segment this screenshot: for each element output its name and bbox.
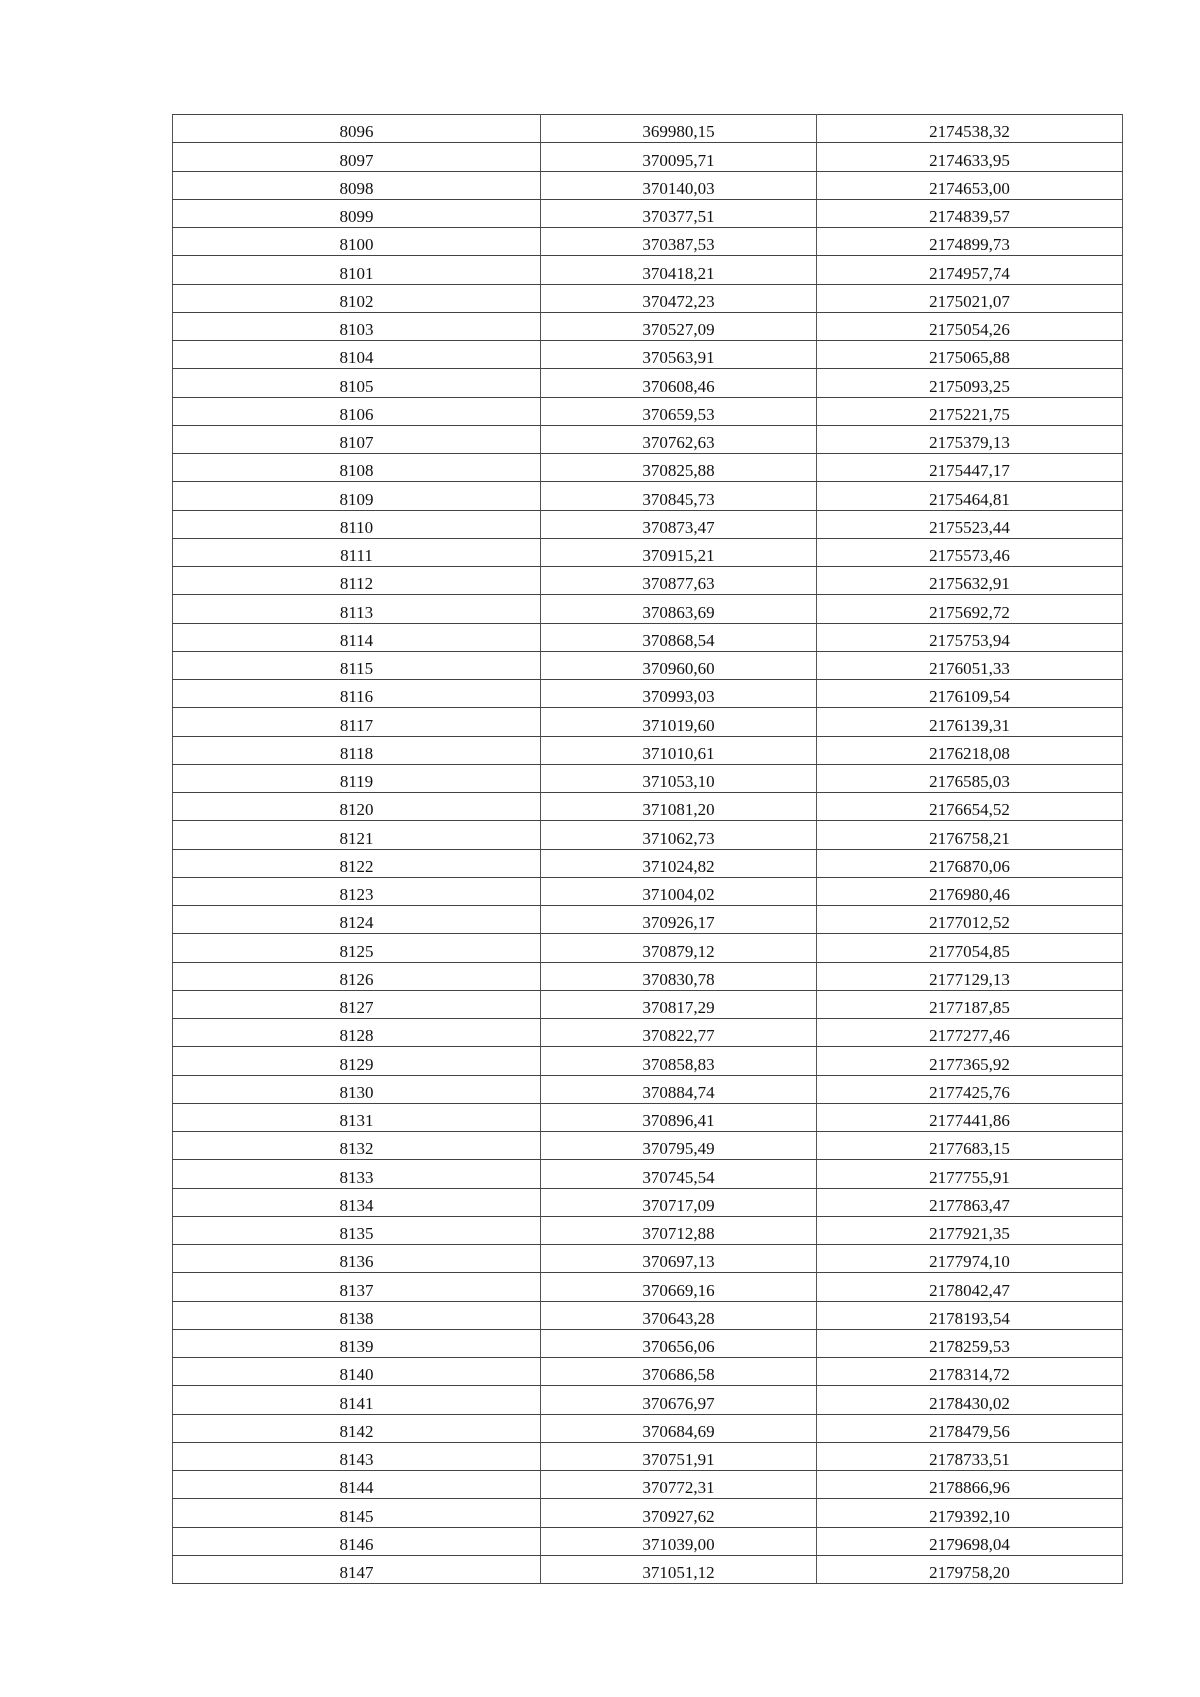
x-coordinate-cell: 370817,29 — [541, 990, 817, 1018]
x-coordinate-cell: 370686,58 — [541, 1358, 817, 1386]
point-number-cell: 8097 — [173, 143, 541, 171]
table-row — [173, 1245, 1123, 1273]
table-row — [173, 680, 1123, 708]
y-coordinate-cell: 2175093,25 — [817, 369, 1123, 397]
y-coordinate-cell: 2175692,72 — [817, 595, 1123, 623]
table-row — [173, 143, 1123, 171]
y-coordinate-cell: 2175065,88 — [817, 341, 1123, 369]
coordinates-table — [172, 114, 1123, 1584]
x-coordinate-cell: 371081,20 — [541, 793, 817, 821]
table-row — [173, 623, 1123, 651]
y-coordinate-cell: 2178733,51 — [817, 1442, 1123, 1470]
y-coordinate-cell: 2178042,47 — [817, 1273, 1123, 1301]
y-coordinate-cell: 2177425,76 — [817, 1075, 1123, 1103]
y-coordinate-cell: 2178866,96 — [817, 1471, 1123, 1499]
point-number-cell: 8107 — [173, 425, 541, 453]
x-coordinate-cell: 370873,47 — [541, 510, 817, 538]
table-row — [173, 1555, 1123, 1583]
point-number-cell: 8116 — [173, 680, 541, 708]
x-coordinate-cell: 371024,82 — [541, 849, 817, 877]
table-row — [173, 284, 1123, 312]
x-coordinate-cell: 371004,02 — [541, 877, 817, 905]
table-row — [173, 538, 1123, 566]
point-number-cell: 8109 — [173, 482, 541, 510]
y-coordinate-cell: 2176109,54 — [817, 680, 1123, 708]
table-row — [173, 1499, 1123, 1527]
point-number-cell: 8133 — [173, 1160, 541, 1188]
table-row — [173, 990, 1123, 1018]
table-row — [173, 651, 1123, 679]
y-coordinate-cell: 2179698,04 — [817, 1527, 1123, 1555]
point-number-cell: 8114 — [173, 623, 541, 651]
table-row — [173, 1471, 1123, 1499]
table-row — [173, 454, 1123, 482]
y-coordinate-cell: 2177441,86 — [817, 1103, 1123, 1131]
x-coordinate-cell: 371053,10 — [541, 764, 817, 792]
table-row — [173, 793, 1123, 821]
table-row — [173, 906, 1123, 934]
y-coordinate-cell: 2175379,13 — [817, 425, 1123, 453]
y-coordinate-cell: 2178193,54 — [817, 1301, 1123, 1329]
y-coordinate-cell: 2177863,47 — [817, 1188, 1123, 1216]
y-coordinate-cell: 2178479,56 — [817, 1414, 1123, 1442]
y-coordinate-cell: 2175523,44 — [817, 510, 1123, 538]
table-row — [173, 199, 1123, 227]
y-coordinate-cell: 2175054,26 — [817, 312, 1123, 340]
x-coordinate-cell: 370960,60 — [541, 651, 817, 679]
x-coordinate-cell: 370772,31 — [541, 1471, 817, 1499]
point-number-cell: 8128 — [173, 1019, 541, 1047]
x-coordinate-cell: 371051,12 — [541, 1555, 817, 1583]
y-coordinate-cell: 2176758,21 — [817, 821, 1123, 849]
point-number-cell: 8115 — [173, 651, 541, 679]
y-coordinate-cell: 2175221,75 — [817, 397, 1123, 425]
point-number-cell: 8129 — [173, 1047, 541, 1075]
table-row — [173, 1132, 1123, 1160]
point-number-cell: 8140 — [173, 1358, 541, 1386]
point-number-cell: 8147 — [173, 1555, 541, 1583]
table-row — [173, 736, 1123, 764]
y-coordinate-cell: 2177755,91 — [817, 1160, 1123, 1188]
table-row — [173, 397, 1123, 425]
y-coordinate-cell: 2177921,35 — [817, 1216, 1123, 1244]
x-coordinate-cell: 370608,46 — [541, 369, 817, 397]
point-number-cell: 8127 — [173, 990, 541, 1018]
y-coordinate-cell: 2174957,74 — [817, 256, 1123, 284]
y-coordinate-cell: 2177277,46 — [817, 1019, 1123, 1047]
point-number-cell: 8142 — [173, 1414, 541, 1442]
x-coordinate-cell: 370697,13 — [541, 1245, 817, 1273]
point-number-cell: 8130 — [173, 1075, 541, 1103]
table-row — [173, 171, 1123, 199]
point-number-cell: 8099 — [173, 199, 541, 227]
point-number-cell: 8111 — [173, 538, 541, 566]
x-coordinate-cell: 370863,69 — [541, 595, 817, 623]
x-coordinate-cell: 370684,69 — [541, 1414, 817, 1442]
table-row — [173, 1047, 1123, 1075]
y-coordinate-cell: 2175632,91 — [817, 567, 1123, 595]
y-coordinate-cell: 2174633,95 — [817, 143, 1123, 171]
x-coordinate-cell: 370527,09 — [541, 312, 817, 340]
y-coordinate-cell: 2176654,52 — [817, 793, 1123, 821]
y-coordinate-cell: 2178314,72 — [817, 1358, 1123, 1386]
y-coordinate-cell: 2175447,17 — [817, 454, 1123, 482]
x-coordinate-cell: 370926,17 — [541, 906, 817, 934]
table-row — [173, 567, 1123, 595]
table-row — [173, 425, 1123, 453]
x-coordinate-cell: 370868,54 — [541, 623, 817, 651]
table-row — [173, 1442, 1123, 1470]
table-row — [173, 849, 1123, 877]
x-coordinate-cell: 370745,54 — [541, 1160, 817, 1188]
point-number-cell: 8137 — [173, 1273, 541, 1301]
table-row — [173, 821, 1123, 849]
table-row — [173, 228, 1123, 256]
point-number-cell: 8146 — [173, 1527, 541, 1555]
y-coordinate-cell: 2175021,07 — [817, 284, 1123, 312]
y-coordinate-cell: 2177365,92 — [817, 1047, 1123, 1075]
table-row — [173, 1414, 1123, 1442]
x-coordinate-cell: 370927,62 — [541, 1499, 817, 1527]
y-coordinate-cell: 2174538,32 — [817, 115, 1123, 143]
y-coordinate-cell: 2177187,85 — [817, 990, 1123, 1018]
point-number-cell: 8124 — [173, 906, 541, 934]
x-coordinate-cell: 370858,83 — [541, 1047, 817, 1075]
table-row — [173, 1216, 1123, 1244]
point-number-cell: 8101 — [173, 256, 541, 284]
point-number-cell: 8123 — [173, 877, 541, 905]
y-coordinate-cell: 2177012,52 — [817, 906, 1123, 934]
y-coordinate-cell: 2178430,02 — [817, 1386, 1123, 1414]
table-row — [173, 764, 1123, 792]
y-coordinate-cell: 2178259,53 — [817, 1329, 1123, 1357]
x-coordinate-cell: 370795,49 — [541, 1132, 817, 1160]
point-number-cell: 8119 — [173, 764, 541, 792]
y-coordinate-cell: 2179392,10 — [817, 1499, 1123, 1527]
table-row — [173, 256, 1123, 284]
x-coordinate-cell: 370659,53 — [541, 397, 817, 425]
y-coordinate-cell: 2175753,94 — [817, 623, 1123, 651]
point-number-cell: 8117 — [173, 708, 541, 736]
table-row — [173, 1188, 1123, 1216]
x-coordinate-cell: 370822,77 — [541, 1019, 817, 1047]
x-coordinate-cell: 370643,28 — [541, 1301, 817, 1329]
x-coordinate-cell: 370884,74 — [541, 1075, 817, 1103]
table-row — [173, 877, 1123, 905]
x-coordinate-cell: 370472,23 — [541, 284, 817, 312]
point-number-cell: 8141 — [173, 1386, 541, 1414]
point-number-cell: 8136 — [173, 1245, 541, 1273]
table-row — [173, 1301, 1123, 1329]
point-number-cell: 8110 — [173, 510, 541, 538]
x-coordinate-cell: 370418,21 — [541, 256, 817, 284]
point-number-cell: 8098 — [173, 171, 541, 199]
point-number-cell: 8143 — [173, 1442, 541, 1470]
point-number-cell: 8106 — [173, 397, 541, 425]
x-coordinate-cell: 370879,12 — [541, 934, 817, 962]
point-number-cell: 8135 — [173, 1216, 541, 1244]
point-number-cell: 8118 — [173, 736, 541, 764]
table-row — [173, 934, 1123, 962]
point-number-cell: 8122 — [173, 849, 541, 877]
x-coordinate-cell: 370751,91 — [541, 1442, 817, 1470]
table-row — [173, 708, 1123, 736]
point-number-cell: 8132 — [173, 1132, 541, 1160]
y-coordinate-cell: 2176870,06 — [817, 849, 1123, 877]
table-row — [173, 1527, 1123, 1555]
x-coordinate-cell: 370563,91 — [541, 341, 817, 369]
x-coordinate-cell: 370669,16 — [541, 1273, 817, 1301]
x-coordinate-cell: 370656,06 — [541, 1329, 817, 1357]
table-row — [173, 1103, 1123, 1131]
point-number-cell: 8104 — [173, 341, 541, 369]
table-body — [173, 115, 1123, 1584]
y-coordinate-cell: 2177974,10 — [817, 1245, 1123, 1273]
y-coordinate-cell: 2175573,46 — [817, 538, 1123, 566]
y-coordinate-cell: 2176585,03 — [817, 764, 1123, 792]
table-row — [173, 1075, 1123, 1103]
point-number-cell: 8103 — [173, 312, 541, 340]
table-row — [173, 1019, 1123, 1047]
point-number-cell: 8134 — [173, 1188, 541, 1216]
y-coordinate-cell: 2174653,00 — [817, 171, 1123, 199]
table-row — [173, 1273, 1123, 1301]
point-number-cell: 8121 — [173, 821, 541, 849]
x-coordinate-cell: 370712,88 — [541, 1216, 817, 1244]
x-coordinate-cell: 370825,88 — [541, 454, 817, 482]
table-row — [173, 1386, 1123, 1414]
x-coordinate-cell: 371039,00 — [541, 1527, 817, 1555]
table-row — [173, 595, 1123, 623]
table-row — [173, 482, 1123, 510]
point-number-cell: 8102 — [173, 284, 541, 312]
point-number-cell: 8105 — [173, 369, 541, 397]
point-number-cell: 8138 — [173, 1301, 541, 1329]
point-number-cell: 8144 — [173, 1471, 541, 1499]
x-coordinate-cell: 370877,63 — [541, 567, 817, 595]
point-number-cell: 8096 — [173, 115, 541, 143]
table-row — [173, 341, 1123, 369]
x-coordinate-cell: 369980,15 — [541, 115, 817, 143]
table-row — [173, 1358, 1123, 1386]
y-coordinate-cell: 2176218,08 — [817, 736, 1123, 764]
x-coordinate-cell: 370095,71 — [541, 143, 817, 171]
x-coordinate-cell: 370676,97 — [541, 1386, 817, 1414]
x-coordinate-cell: 370762,63 — [541, 425, 817, 453]
x-coordinate-cell: 370830,78 — [541, 962, 817, 990]
x-coordinate-cell: 371019,60 — [541, 708, 817, 736]
table-row — [173, 115, 1123, 143]
table-row — [173, 510, 1123, 538]
y-coordinate-cell: 2179758,20 — [817, 1555, 1123, 1583]
point-number-cell: 8113 — [173, 595, 541, 623]
x-coordinate-cell: 371010,61 — [541, 736, 817, 764]
x-coordinate-cell: 370140,03 — [541, 171, 817, 199]
point-number-cell: 8100 — [173, 228, 541, 256]
y-coordinate-cell: 2176051,33 — [817, 651, 1123, 679]
y-coordinate-cell: 2176980,46 — [817, 877, 1123, 905]
point-number-cell: 8139 — [173, 1329, 541, 1357]
x-coordinate-cell: 370717,09 — [541, 1188, 817, 1216]
y-coordinate-cell: 2176139,31 — [817, 708, 1123, 736]
table-row — [173, 1329, 1123, 1357]
y-coordinate-cell: 2174839,57 — [817, 199, 1123, 227]
point-number-cell: 8120 — [173, 793, 541, 821]
y-coordinate-cell: 2177054,85 — [817, 934, 1123, 962]
table-row — [173, 1160, 1123, 1188]
x-coordinate-cell: 370377,51 — [541, 199, 817, 227]
y-coordinate-cell: 2175464,81 — [817, 482, 1123, 510]
x-coordinate-cell: 370387,53 — [541, 228, 817, 256]
x-coordinate-cell: 370993,03 — [541, 680, 817, 708]
point-number-cell: 8126 — [173, 962, 541, 990]
y-coordinate-cell: 2177683,15 — [817, 1132, 1123, 1160]
y-coordinate-cell: 2174899,73 — [817, 228, 1123, 256]
point-number-cell: 8131 — [173, 1103, 541, 1131]
x-coordinate-cell: 370845,73 — [541, 482, 817, 510]
table-row — [173, 312, 1123, 340]
x-coordinate-cell: 370915,21 — [541, 538, 817, 566]
y-coordinate-cell: 2177129,13 — [817, 962, 1123, 990]
point-number-cell: 8112 — [173, 567, 541, 595]
table-row — [173, 962, 1123, 990]
point-number-cell: 8145 — [173, 1499, 541, 1527]
point-number-cell: 8108 — [173, 454, 541, 482]
point-number-cell: 8125 — [173, 934, 541, 962]
x-coordinate-cell: 370896,41 — [541, 1103, 817, 1131]
table-row — [173, 369, 1123, 397]
x-coordinate-cell: 371062,73 — [541, 821, 817, 849]
